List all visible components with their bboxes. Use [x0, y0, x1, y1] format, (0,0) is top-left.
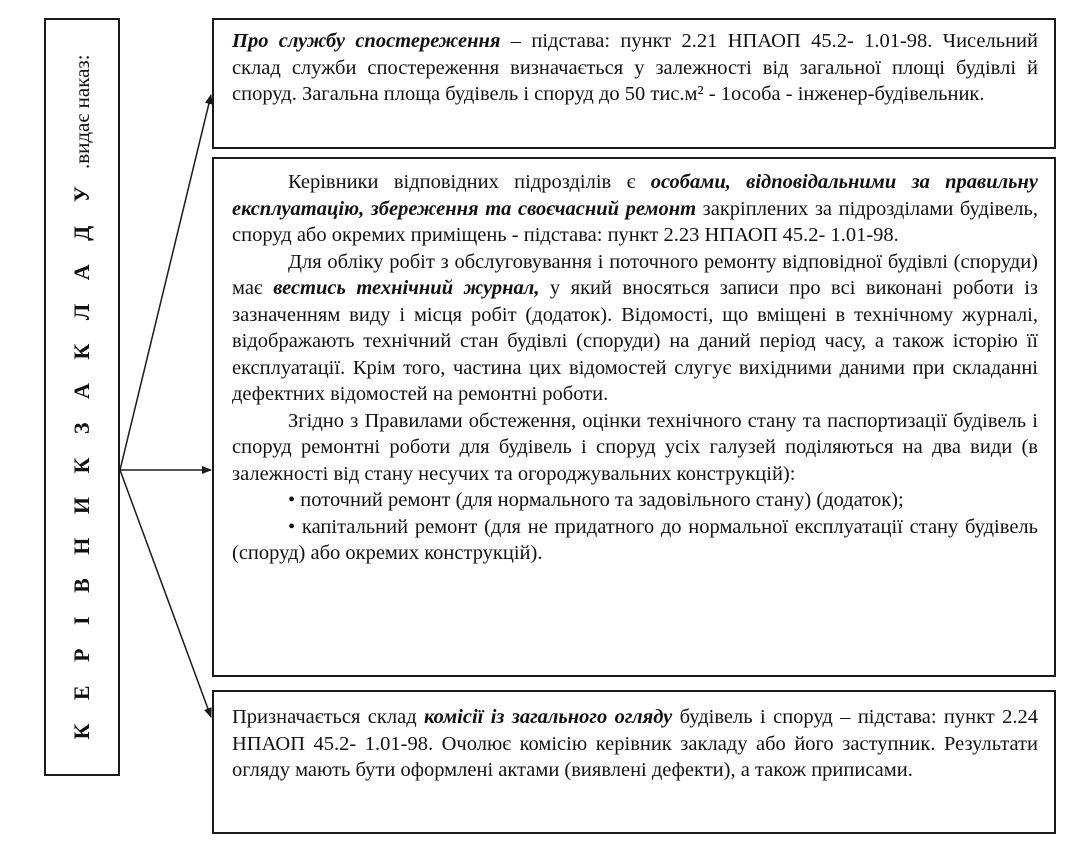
responsible-persons-paragraph: [232, 169, 1038, 249]
observation-service-text: [232, 28, 1038, 108]
manager-box: [44, 18, 120, 776]
responsible-persons-emphasis: особами, відповідальними за правильну експлуатацію, збереження та своєчасний ремонт: [232, 171, 1038, 220]
manager-action: .видає наказ:: [70, 54, 94, 170]
inspection-commission-intro: Призначається склад: [232, 706, 425, 728]
observation-service-box: [212, 18, 1056, 149]
observation-service-title: Про службу спостереження: [232, 30, 501, 52]
arrow-to-inspection-commission: [120, 470, 211, 717]
technical-journal-emphasis: вестись технічний журнал,: [273, 277, 540, 299]
arrow-to-observation-service: [120, 95, 211, 470]
responsible-persons-intro: Керівники відповідних підрозділів є: [288, 171, 651, 193]
technical-journal-rest: у який вносяться записи про всі виконані роботи із зазначенням виду і місця робіт (додаток). Відомості, що вміщені в технічному журналі, відображають технічний стан будівлі (споруди) на даний період часу, а також історію її експлуатації. Крім того, частина цих відомостей слугує вихідними даними при складанні дефектних відомостей на ремонтні роботи.: [232, 277, 1038, 405]
inspection-commission-emphasis: комісії із загального огляду: [424, 706, 673, 728]
current-repair-bullet: • поточний ремонт (для нормального та задовільного стану) (додаток);: [288, 489, 904, 511]
responsible-persons-rest: закріплених за підрозділами будівель, споруд або окремих приміщень - підстава: пункт 2.23 НПАОП 45.2- 1.01-98.: [232, 197, 1039, 246]
technical-journal-paragraph: [232, 249, 1038, 408]
manager-label: [69, 54, 95, 739]
technical-journal-intro: Для обліку робіт з обслуговування і поточного ремонту відповідної будівлі (споруди) має: [232, 250, 1038, 299]
responsible-persons-box: [212, 157, 1056, 677]
inspection-commission-box: [212, 690, 1056, 834]
manager-title: К Е Р І В Н И К З А К Л А Д У: [69, 177, 94, 740]
observation-service-body: – підстава: пункт 2.21 НПАОП 45.2- 1.01-98. Чисельний склад служби спостереження визначається у залежності від загальної площі будівлі й споруд. Загальна площа будівель і споруд до 50 тис.м² - 1особа - інженер-будівельник.: [232, 30, 1038, 105]
inspection-commission-rest: будівель і споруд – підстава: пункт 2.24 НПАОП 45.2- 1.01-98. Очолює комісію керівник закладу або його заступник. Результати огляду мають бути оформлені актами (виявлені дефекти), а також приписами.: [232, 706, 1039, 781]
capital-repair-bullet: • капітальний ремонт (для не придатного до нормальної експлуатації стану будівель (споруд) або окремих конструкцій).: [232, 515, 1038, 564]
repair-types-paragraph: Згідно з Правилами обстеження, оцінки технічного стану та паспортизації будівель і споруд ремонтні роботи для будівель і споруд усіх галузей поділяються на два види (в залежності від стану несучих та огороджувальних конструкцій):: [232, 409, 1038, 485]
inspection-commission-text: [232, 704, 1038, 784]
